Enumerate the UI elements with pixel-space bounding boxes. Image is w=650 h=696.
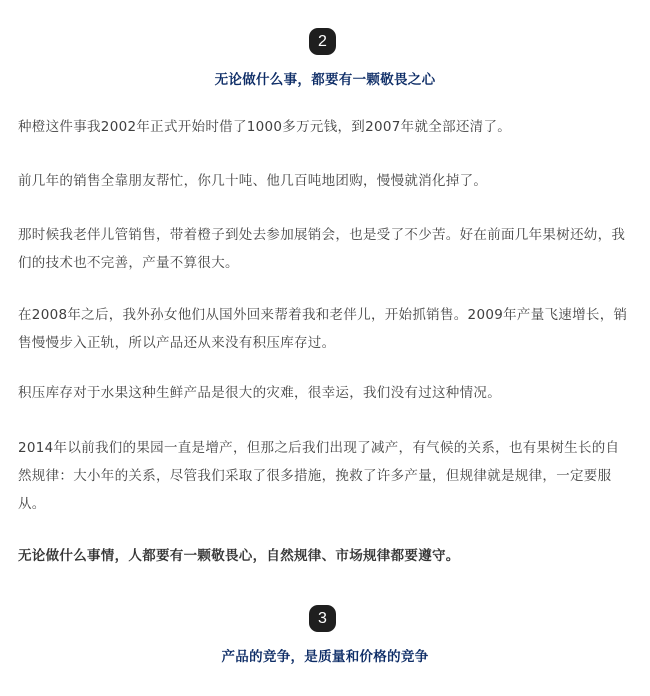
paragraph: 前几年的销售全靠朋友帮忙，你几十吨、他几百吨地团购，慢慢就消化掉了。	[18, 173, 488, 189]
paragraph: 2014年以前我们的果园一直是增产，但那之后我们出现了减产，有气候的关系，也有果树生长的自然规律：大小年的关系，尽管我们采取了很多措施，挽救了许多产量，但规律就是规律，一定要服从。	[18, 440, 620, 512]
section-number-badge: 3	[309, 605, 336, 632]
paragraph: 种橙这件事我2002年正式开始时借了1000多万元钱，到2007年就全部还清了。	[18, 119, 512, 135]
paragraph-emphasis: 无论做什么事情，人都要有一颗敬畏心，自然规律、市场规律都要遵守。	[18, 548, 460, 564]
section-heading: 无论做什么事，都要有一颗敬畏之心	[214, 72, 436, 88]
paragraph: 那时候我老伴儿管销售，带着橙子到处去参加展销会，也是受了不少苦。好在前面几年果树还幼，我们的技术也不完善，产量不算很大。	[18, 227, 626, 271]
section-number-badge: 2	[309, 28, 336, 55]
section-heading: 产品的竞争，是质量和价格的竞争	[221, 649, 429, 665]
paragraph: 积压库存对于水果这种生鲜产品是很大的灾难，很幸运，我们没有过这种情况。	[18, 385, 501, 401]
paragraph: 在2008年之后，我外孙女他们从国外回来帮着我和老伴儿，开始抓销售。2009年产量飞速增长，销售慢慢步入正轨，所以产品还从来没有积压库存过。	[18, 307, 628, 351]
